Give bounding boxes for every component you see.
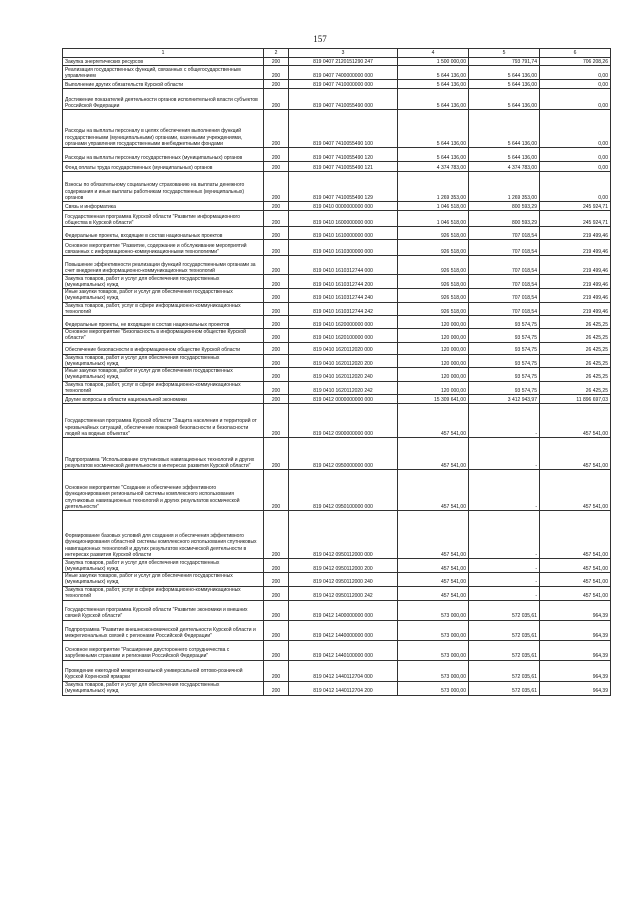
row-rest: 0,00 [540,172,611,202]
table-row [63,681,611,695]
row-fact: - [469,404,540,438]
row-grbs: 200 [264,404,289,438]
row-fact: 707 018,54 [469,289,540,303]
row-rest: 457 541,00 [540,404,611,438]
table-row [63,89,611,110]
row-grbs: 200 [264,316,289,329]
row-fact: 1 269 353,00 [469,172,540,202]
row-name: Основное мероприятие "Создание и обеспечение эффективного функционирования региональной системы комплексного использования спутниковых навигационных технологий и других результатов космической деятельности" [63,470,264,511]
row-name: Взносы по обязательному социальному страхованию на выплаты денежного содержания и иные выплаты работникам государственных (муниципальных) органов [63,172,264,202]
row-fact: 800 593,29 [469,211,540,227]
row-grbs: 200 [264,438,289,470]
table-row [63,227,611,240]
row-name: Закупка товаров, работ, услуг в сфере информационно-коммуникационных технологий [63,302,264,316]
row-grbs: 200 [264,511,289,559]
row-plan: 926 518,00 [398,302,469,316]
table-row [63,586,611,600]
row-plan: 457 541,00 [398,438,469,470]
row-grbs: 200 [264,640,289,660]
row-name: Закупка товаров, работ и услуг для обеспечения государственных (муниципальных) нужд [63,354,264,368]
row-plan: 926 518,00 [398,227,469,240]
row-name: Основное мероприятие "Расширение двустороннего сотрудничества с зарубежными странами и регионами Российской Федерации" [63,640,264,660]
row-code: 819 0407 7410055490 100 [289,110,398,148]
row-grbs: 200 [264,162,289,172]
row-grbs: 200 [264,302,289,316]
row-fact: 707 018,54 [469,240,540,256]
row-grbs: 200 [264,58,289,66]
row-rest: 0,00 [540,148,611,162]
row-plan: 926 518,00 [398,240,469,256]
row-code: 819 0410 1610312744 200 [289,275,398,289]
header-col-6: 6 [540,49,611,58]
row-code: 819 0412 1440112704 200 [289,681,398,695]
table-row [63,354,611,368]
table-row [63,573,611,587]
row-name: Расходы на выплаты персоналу в целях обеспечения выполнения функций государственными (муниципальными) органами, казенными учреждениями, органами управления государственными внебюджетными фондами [63,110,264,148]
row-fact: 4 374 783,00 [469,162,540,172]
row-code: 819 0410 1620112020 000 [289,342,398,354]
row-plan: 120 000,00 [398,354,469,368]
row-fact: 5 644 136,00 [469,148,540,162]
row-rest: 457 541,00 [540,573,611,587]
row-rest: 26 425,25 [540,316,611,329]
row-name: Обеспечение безопасности в информационном обществе Курской области [63,342,264,354]
row-grbs: 200 [264,600,289,620]
row-fact: - [469,511,540,559]
row-code: 819 0407 7410055490 121 [289,162,398,172]
row-fact: - [469,470,540,511]
row-code: 819 0412 1440100000 000 [289,640,398,660]
row-grbs: 200 [264,342,289,354]
row-code: 819 0412 0000000000 000 [289,395,398,404]
row-fact: 93 574,75 [469,381,540,395]
row-code: 819 0407 7410000000 000 [289,80,398,89]
row-grbs: 200 [264,681,289,695]
table-row [63,600,611,620]
row-plan: 457 541,00 [398,404,469,438]
row-plan: 457 541,00 [398,573,469,587]
row-code: 819 0410 1610312744 000 [289,256,398,275]
row-grbs: 200 [264,202,289,211]
row-name: Связь и информатика [63,202,264,211]
row-grbs: 200 [264,660,289,681]
row-name: Подпрограмма "Развитие внешнеэкономической деятельности Курской области и межрегиональных связей с регионами Российской Федерации" [63,620,264,640]
row-rest: 26 425,25 [540,368,611,382]
header-col-3: 3 [289,49,398,58]
row-name: Повышение эффективности реализации функций государственными органами за счет внедрения информационно-коммуникационных технологий [63,256,264,275]
row-grbs: 200 [264,289,289,303]
row-name: Фонд оплаты труда государственных (муниципальных) органов [63,162,264,172]
table-row [63,80,611,89]
row-code: 819 0412 0950100000 000 [289,470,398,511]
row-rest: 706 208,26 [540,58,611,66]
row-code: 819 0410 1610300000 000 [289,240,398,256]
row-name: Федеральные проекты, входящие в состав национальных проектов [63,227,264,240]
row-code: 819 0407 2120151290 247 [289,58,398,66]
row-rest: 964,39 [540,681,611,695]
row-rest: 0,00 [540,162,611,172]
row-plan: 5 644 136,00 [398,89,469,110]
row-plan: 573 000,00 [398,660,469,681]
table-row [63,342,611,354]
row-plan: 4 374 783,00 [398,162,469,172]
row-rest: 219 499,46 [540,227,611,240]
row-grbs: 200 [264,89,289,110]
table-row [63,329,611,343]
row-rest: 964,39 [540,600,611,620]
row-code: 819 0410 1620112020 240 [289,368,398,382]
row-fact: 5 644 136,00 [469,89,540,110]
row-grbs: 200 [264,329,289,343]
row-name: Расходы на выплаты персоналу государственных (муниципальных) органов [63,148,264,162]
row-plan: 5 644 136,00 [398,66,469,80]
table-row [63,148,611,162]
row-code: 819 0410 1610000000 000 [289,227,398,240]
row-grbs: 200 [264,211,289,227]
row-fact: - [469,586,540,600]
table-row [63,381,611,395]
row-fact: 93 574,75 [469,354,540,368]
row-plan: 1 500 000,00 [398,58,469,66]
row-rest: 219 499,46 [540,302,611,316]
row-fact: 5 644 136,00 [469,80,540,89]
row-plan: 457 541,00 [398,470,469,511]
row-plan: 120 000,00 [398,381,469,395]
row-fact: 93 574,75 [469,329,540,343]
row-fact: 93 574,75 [469,316,540,329]
row-code: 819 0412 0950000000 000 [289,438,398,470]
row-name: Основное мероприятие "Развитие, содержание и обслуживание мероприятий связанных с информационно-коммуникационными технологиями" [63,240,264,256]
table-row [63,316,611,329]
row-name: Проведение ежегодной межрегиональной универсальной оптово-розничной Курской Коренской ярмарки [63,660,264,681]
table-row [63,511,611,559]
row-fact: 5 644 136,00 [469,66,540,80]
row-grbs: 200 [264,256,289,275]
row-fact: 800 593,29 [469,202,540,211]
header-col-4: 4 [398,49,469,58]
row-code: 819 0412 0950112000 240 [289,573,398,587]
row-rest: 457 541,00 [540,438,611,470]
row-fact: 572 035,61 [469,660,540,681]
row-name: Основное мероприятие "Безопасность в информационном обществе Курской области" [63,329,264,343]
row-grbs: 200 [264,227,289,240]
row-fact: 793 791,74 [469,58,540,66]
row-fact: 93 574,75 [469,342,540,354]
table-row [63,110,611,148]
row-rest: 245 924,71 [540,211,611,227]
row-code: 819 0407 7410055490 120 [289,148,398,162]
row-rest: 219 499,46 [540,240,611,256]
row-plan: 120 000,00 [398,329,469,343]
table-row [63,172,611,202]
row-code: 819 0407 7410055490 000 [289,89,398,110]
row-name: Формирование базовых условий для создания и обеспечения эффективного функционирования областной системы комплексного использования спутниковых навигационных технологий и других результатов космической деятельности в интересах развития Курской области [63,511,264,559]
row-code: 819 0412 1400000000 000 [289,600,398,620]
row-name: Выполнение других обязательств Курской области [63,80,264,89]
row-name: Иные закупки товаров, работ и услуг для обеспечения государственных (муниципальных) нужд [63,368,264,382]
row-rest: 0,00 [540,110,611,148]
table-row [63,256,611,275]
row-name: Государственная программа Курской области "Развитие информационного общества в Курской области" [63,211,264,227]
row-code: 819 0410 1610312744 242 [289,302,398,316]
row-code: 819 0412 0950112000 242 [289,586,398,600]
row-code: 819 0410 1620000000 000 [289,316,398,329]
row-plan: 1 269 353,00 [398,172,469,202]
table-row [63,58,611,66]
row-rest: 457 541,00 [540,470,611,511]
row-rest: 457 541,00 [540,511,611,559]
row-code: 819 0410 1620100000 000 [289,329,398,343]
row-rest: 26 425,25 [540,329,611,343]
header-col-5: 5 [469,49,540,58]
row-name: Закупка товаров, работ, услуг в сфере информационно-коммуникационных технологий [63,586,264,600]
row-name: Государственная программа Курской области "Защита населения и территорий от чрезвычайных ситуаций, обеспечение пожарной безопасности и безопасности людей на водных объектах" [63,404,264,438]
row-code: 819 0410 1600000000 000 [289,211,398,227]
row-plan: 573 000,00 [398,681,469,695]
row-fact: 93 574,75 [469,368,540,382]
row-fact: 572 035,61 [469,681,540,695]
row-name: Закупка товаров, работ, услуг в сфере информационно-коммуникационных технологий [63,381,264,395]
row-rest: 26 425,25 [540,342,611,354]
row-plan: 926 518,00 [398,289,469,303]
row-fact: 707 018,54 [469,275,540,289]
row-plan: 573 000,00 [398,640,469,660]
row-plan: 1 046 518,00 [398,211,469,227]
row-grbs: 200 [264,395,289,404]
row-grbs: 200 [264,66,289,80]
row-plan: 5 644 136,00 [398,148,469,162]
row-plan: 926 518,00 [398,275,469,289]
row-grbs: 200 [264,275,289,289]
row-name: Подпрограмма "Использование спутниковых навигационных технологий и других результатов космической деятельности в интересах развития Курской области" [63,438,264,470]
row-grbs: 200 [264,586,289,600]
row-grbs: 200 [264,620,289,640]
table-row [63,620,611,640]
row-rest: 219 499,46 [540,256,611,275]
row-plan: 573 000,00 [398,600,469,620]
row-rest: 964,39 [540,640,611,660]
row-grbs: 200 [264,110,289,148]
table-row [63,302,611,316]
row-plan: 120 000,00 [398,316,469,329]
row-code: 819 0407 7410055490 129 [289,172,398,202]
row-grbs: 200 [264,354,289,368]
row-fact: 707 018,54 [469,256,540,275]
row-code: 819 0407 7400000000 000 [289,66,398,80]
row-rest: 26 425,25 [540,354,611,368]
row-plan: 457 541,00 [398,586,469,600]
row-code: 819 0410 1620112020 242 [289,381,398,395]
page-number: 157 [313,34,327,44]
row-plan: 5 644 136,00 [398,110,469,148]
row-rest: 964,39 [540,620,611,640]
row-name: Закупка товаров, работ и услуг для обеспечения государственных (муниципальных) нужд [63,681,264,695]
row-plan: 120 000,00 [398,342,469,354]
table-row [63,211,611,227]
row-rest: 245 924,71 [540,202,611,211]
row-plan: 5 644 136,00 [398,80,469,89]
row-rest: 219 499,46 [540,289,611,303]
table-row [63,275,611,289]
row-name: Государственная программа Курской области "Развитие экономики и внешних связей Курской области" [63,600,264,620]
row-rest: 457 541,00 [540,586,611,600]
row-code: 819 0412 0950112000 000 [289,511,398,559]
table-row [63,202,611,211]
row-name: Закупка товаров, работ и услуг для обеспечения государственных (муниципальных) нужд [63,559,264,573]
row-fact: 3 412 943,97 [469,395,540,404]
row-code: 819 0410 1610312744 240 [289,289,398,303]
row-plan: 926 518,00 [398,256,469,275]
row-code: 819 0412 0950112000 200 [289,559,398,573]
row-fact: 572 035,61 [469,600,540,620]
table-row [63,289,611,303]
table-row [63,559,611,573]
row-name: Федеральные проекты, не входящие в состав национальных проектов [63,316,264,329]
table-row [63,404,611,438]
row-fact: 707 018,54 [469,302,540,316]
table-header-row [63,49,611,58]
row-code: 819 0410 1620112020 200 [289,354,398,368]
row-rest: 219 499,46 [540,275,611,289]
row-fact: - [469,438,540,470]
table-row [63,162,611,172]
row-plan: 457 541,00 [398,511,469,559]
row-rest: 457 541,00 [540,559,611,573]
row-plan: 573 000,00 [398,620,469,640]
row-rest: 0,00 [540,89,611,110]
budget-table [62,48,611,696]
row-plan: 1 046 518,00 [398,202,469,211]
row-plan: 120 000,00 [398,368,469,382]
row-name: Закупка энергетических ресурсов [63,58,264,66]
row-fact: 572 035,61 [469,620,540,640]
row-grbs: 200 [264,573,289,587]
row-rest: 26 425,25 [540,381,611,395]
table-row [63,395,611,404]
row-name: Реализация государственных функций, связанных с общегосударственным управлением [63,66,264,80]
row-code: 819 0412 1440000000 000 [289,620,398,640]
row-fact: 707 018,54 [469,227,540,240]
row-grbs: 200 [264,381,289,395]
row-fact: 572 035,61 [469,640,540,660]
table-row [63,66,611,80]
row-name: Другие вопросы в области национальной экономики [63,395,264,404]
table-row [63,368,611,382]
row-grbs: 200 [264,368,289,382]
row-rest: 0,00 [540,66,611,80]
row-fact: 5 644 136,00 [469,110,540,148]
row-name: Закупка товаров, работ и услуг для обеспечения государственных (муниципальных) нужд [63,275,264,289]
row-name: Иные закупки товаров, работ и услуг для обеспечения государственных (муниципальных) нужд [63,573,264,587]
header-col-1: 1 [63,49,264,58]
row-rest: 0,00 [540,80,611,89]
table-row [63,660,611,681]
row-code: 819 0412 0900000000 000 [289,404,398,438]
row-grbs: 200 [264,148,289,162]
row-grbs: 200 [264,240,289,256]
row-code: 819 0412 1440112704 000 [289,660,398,681]
row-grbs: 200 [264,470,289,511]
row-name: Иные закупки товаров, работ и услуг для обеспечения государственных (муниципальных) нужд [63,289,264,303]
table-row [63,240,611,256]
row-rest: 11 896 697,03 [540,395,611,404]
row-plan: 457 541,00 [398,559,469,573]
table-row [63,470,611,511]
row-fact: - [469,559,540,573]
row-grbs: 200 [264,559,289,573]
row-plan: 15 309 641,00 [398,395,469,404]
row-name: Достижение показателей деятельности органов исполнительной власти субъектов Российской Федерации [63,89,264,110]
table-row [63,438,611,470]
row-fact: - [469,573,540,587]
header-col-2: 2 [264,49,289,58]
row-code: 819 0410 0000000000 000 [289,202,398,211]
row-grbs: 200 [264,80,289,89]
table-row [63,640,611,660]
row-grbs: 200 [264,172,289,202]
row-rest: 964,39 [540,660,611,681]
